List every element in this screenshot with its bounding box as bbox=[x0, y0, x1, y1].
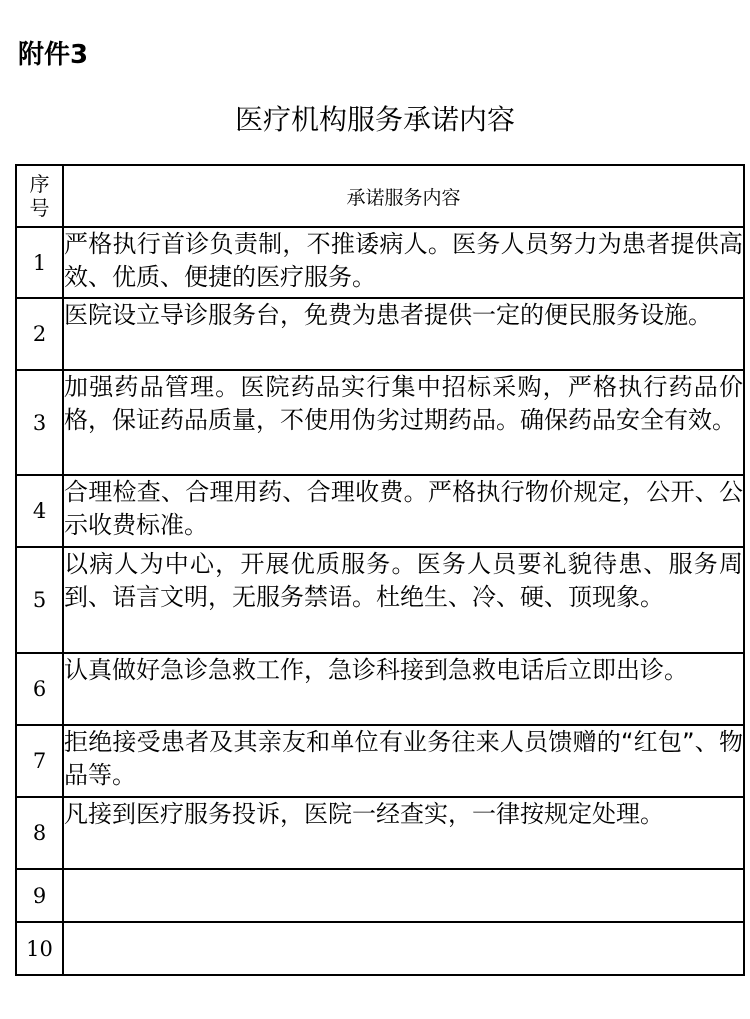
table-row bbox=[16, 922, 744, 975]
row-content bbox=[63, 869, 744, 922]
table-row bbox=[16, 797, 744, 869]
row-content: 认真做好急诊急救工作，急诊科接到急救电话后立即出诊。 bbox=[63, 653, 744, 725]
row-content: 凡接到医疗服务投诉，医院一经查实，一律按规定处理。 bbox=[63, 797, 744, 869]
table-row bbox=[16, 370, 744, 475]
commitment-table bbox=[15, 164, 745, 976]
row-number: 3 bbox=[16, 370, 63, 475]
row-content: 严格执行首诊负责制，不推诿病人。医务人员努力为患者提供高效、优质、便捷的医疗服务。 bbox=[63, 227, 744, 298]
table-row bbox=[16, 869, 744, 922]
row-number: 2 bbox=[16, 298, 63, 370]
row-content: 以病人为中心，开展优质服务。医务人员要礼貌待患、服务周到、语言文明，无服务禁语。杜绝生、冷、硬、顶现象。 bbox=[63, 547, 744, 653]
row-content: 合理检查、合理用药、合理收费。严格执行物价规定，公开、公示收费标准。 bbox=[63, 475, 744, 547]
row-number: 9 bbox=[16, 869, 63, 922]
table-row bbox=[16, 653, 744, 725]
row-content: 拒绝接受患者及其亲友和单位有业务往来人员馈赠的“红包”、物品等。 bbox=[63, 725, 744, 797]
table-row bbox=[16, 227, 744, 298]
row-content: 加强药品管理。医院药品实行集中招标采购，严格执行药品价格，保证药品质量，不使用伪劣过期药品。确保药品安全有效。 bbox=[63, 370, 744, 475]
page-title: 医疗机构服务承诺内容 bbox=[234, 103, 515, 136]
row-number: 8 bbox=[16, 797, 63, 869]
table-row bbox=[16, 725, 744, 797]
row-number: 10 bbox=[16, 922, 63, 975]
table-row bbox=[16, 298, 744, 370]
header-serial-number: 序号 bbox=[16, 165, 63, 227]
row-number: 1 bbox=[16, 227, 63, 298]
attachment-label: 附件3 bbox=[18, 40, 89, 70]
row-number: 7 bbox=[16, 725, 63, 797]
row-number: 5 bbox=[16, 547, 63, 653]
table-row bbox=[16, 547, 744, 653]
row-number: 4 bbox=[16, 475, 63, 547]
row-content bbox=[63, 922, 744, 975]
header-commitment-content: 承诺服务内容 bbox=[63, 165, 744, 227]
row-content: 医院设立导诊服务台，免费为患者提供一定的便民服务设施。 bbox=[63, 298, 744, 370]
table-header-row bbox=[16, 165, 744, 227]
row-number: 6 bbox=[16, 653, 63, 725]
table-row bbox=[16, 475, 744, 547]
